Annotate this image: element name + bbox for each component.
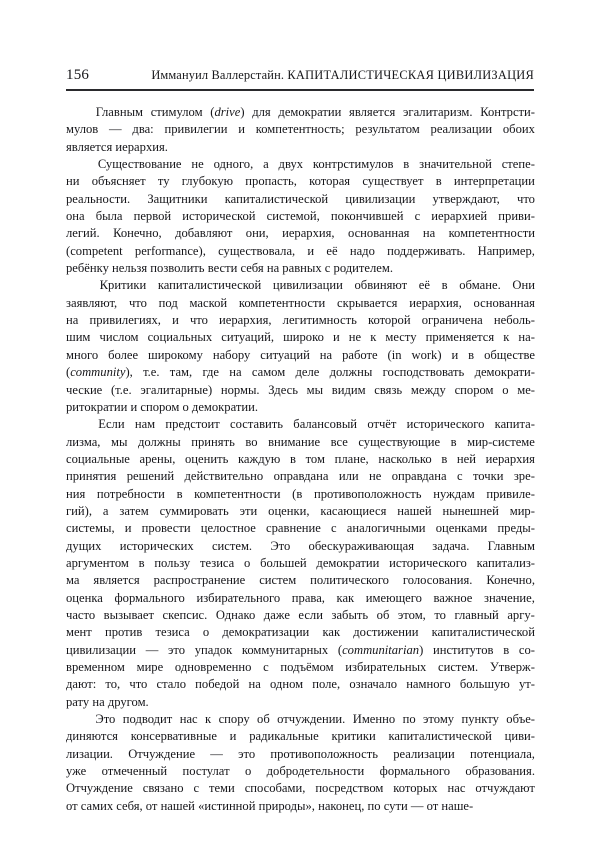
- text-line: реальности. Защитники капиталистической цивилизации утверждают, что: [66, 191, 535, 206]
- text-line: рату на другом.: [66, 694, 149, 709]
- text-line: аргументом в пользу тезиса о большей демократии исторического капитализ-: [66, 555, 535, 570]
- text-line: ни объясняет ту глубокую пропасть, которая существует в интерпретации: [66, 174, 535, 189]
- text-line: ческие (т.е. эгалитарные) нормы. Здесь мы видим связь между спором о ме-: [66, 382, 535, 397]
- text-line: уже отмеченный постулат о добродетельности формального образования.: [66, 764, 535, 779]
- text-line: Главным стимулом (drive) для демократии является эгалитаризм. Контрсти-: [95, 105, 535, 119]
- text-line: дают: то, что стало победой на одном поле, означало намного большую ут-: [66, 677, 535, 692]
- text-line: Критики капиталистической цивилизации обвиняют её в обмане. Они: [99, 278, 535, 293]
- text-line: Отчуждение связано с теми способами, посредством которых нас отчуждают: [66, 781, 535, 796]
- text-line: заявляют, что под маской компетентности скрывается иерархия, основанная: [66, 295, 535, 310]
- text-line: часто вызывает скепсис. Однако даже если забыть об этом, то главный аргу-: [66, 607, 535, 622]
- paragraph-2: [66, 156, 535, 277]
- paragraph-4: [66, 416, 535, 711]
- text-line: цивилизации — это упадок коммунитарных (communitarian) институтов в со-: [66, 642, 535, 657]
- text-line: от самих себя, от нашей «истинной природы», наконец, по сути — от наше-: [66, 798, 474, 813]
- text-line: на привилегиях, и что иерархия, легитимность которой ограничена неболь-: [66, 313, 535, 328]
- text-line: социальные арены, оценить каждую в том плане, насколько в ней иерархия: [66, 451, 535, 466]
- latin-term: drive: [214, 105, 241, 119]
- paragraph-1: [66, 104, 535, 156]
- text-line: диняются консервативные и радикальные критики капиталистической циви-: [66, 729, 535, 744]
- text-line: системы, и провести целостное сравнение с аналогичными оценками преды-: [66, 521, 535, 536]
- paragraph-5: [66, 711, 535, 815]
- text-line: оценка формального избирательного права, как имеющего важное значение,: [66, 590, 535, 605]
- text-line: дущих исторических систем. Это обескураживающая задача. Главным: [66, 538, 535, 553]
- latin-term: community: [70, 365, 126, 380]
- running-head-title: [89, 66, 534, 84]
- running-head-rule: [66, 89, 534, 91]
- text-line: шим числом социальных ситуаций, широко и не к месту применяется к на-: [66, 330, 535, 345]
- text-line: лизации. Отчуждение — это противоположность реализации потенциала,: [66, 746, 535, 761]
- text-line: ребёнку нельзя позволить вести себя на равных с родителем.: [66, 261, 393, 276]
- text-line: (community), т.е. там, где на самом деле должны господствовать демократи-: [66, 365, 535, 380]
- text-line: ния потребности в компетентности (в противоположность нуждам привиле-: [66, 486, 535, 501]
- body-text-block: [66, 104, 535, 815]
- text-line: Существование не одного, а двух контрстимулов в значительной степе-: [97, 157, 535, 172]
- text-line: принятия решений действительно оправдана или не оправдана с точки зре-: [66, 469, 535, 484]
- running-head: [66, 66, 534, 84]
- text-line: мулов — два: привилегии и компетентность; результатом реализации обоих: [66, 122, 535, 137]
- latin-term: communitarian: [342, 642, 420, 657]
- paragraph-3: [66, 277, 535, 416]
- text-line: мент против тезиса о демократизации как достижении капиталистической: [66, 625, 535, 640]
- running-head-author: Иммануил Валлерстайн.: [151, 68, 285, 82]
- text-line: временном мире одновременно с подъёмом избирательных систем. Утверж-: [66, 660, 535, 674]
- running-head-booktitle: КАПИТАЛИСТИЧЕСКАЯ ЦИВИЛИЗАЦИЯ: [287, 68, 534, 82]
- page-number: 156: [66, 67, 90, 83]
- text-line: много более широкому набору ситуаций на работе (in work) и в обществе: [66, 347, 535, 362]
- text-line: легий. Конечно, добавляют они, иерархия, основанная на компетентности: [66, 226, 535, 241]
- text-line: ма является распространение систем политического голосования. Конечно,: [66, 573, 535, 588]
- text-line: (competent performance), существовала, и её надо поддерживать. Например,: [66, 243, 535, 258]
- text-line: Если нам предстоит составить балансовый отчёт исторического капита-: [98, 417, 535, 432]
- text-line: ритократии и спором о демократии.: [66, 399, 258, 414]
- text-line: лизма, мы должны принять во внимание все существующие в мир-системе: [66, 434, 535, 449]
- text-line: является иерархия.: [66, 139, 168, 154]
- text-line: Это подводит нас к спору об отчуждении. Именно по этому пункту объе-: [95, 712, 535, 727]
- text-line: она была первой исторической системой, покончившей с иерархией приви-: [66, 209, 535, 224]
- text-line: гий), а затем суммировать эти оценки, касающиеся нашей нынешней мир-: [66, 503, 535, 518]
